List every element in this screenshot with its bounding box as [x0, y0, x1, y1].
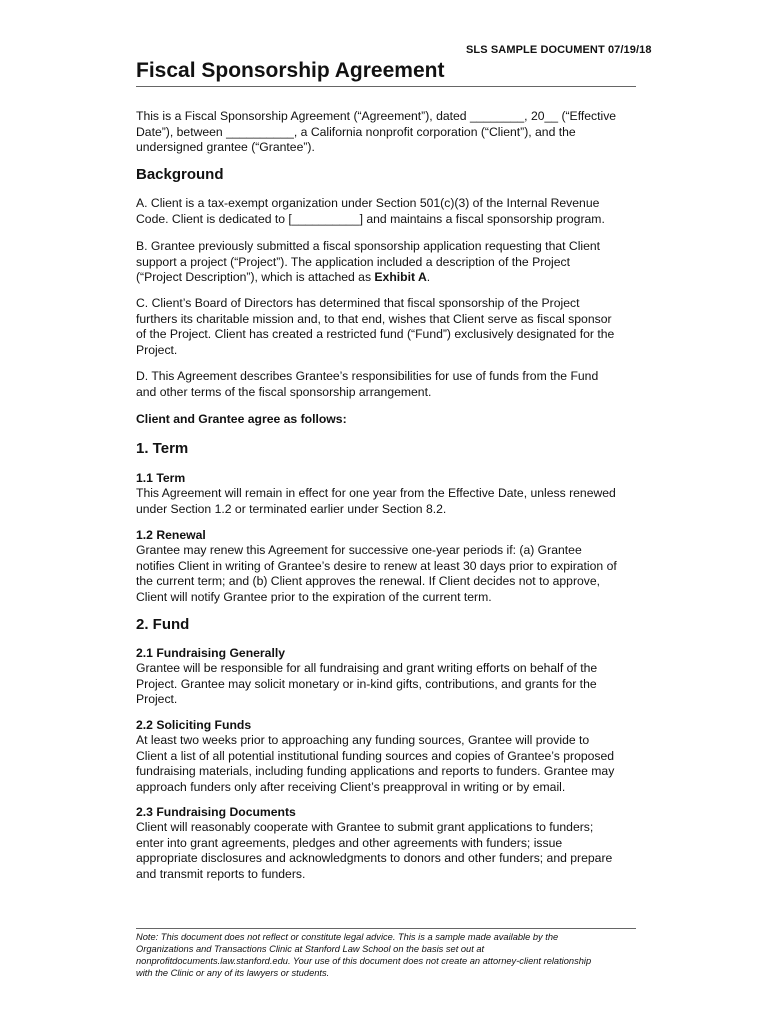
footer-divider [136, 928, 636, 929]
section-line: enter into grant agreements, pledges and other agreements with funders; issue [136, 835, 563, 850]
intro-line: Date”), between __________, a California nonprofit corporation (“Client”), and the [136, 124, 576, 139]
section-1-2-body [136, 543, 636, 605]
section-line: This Agreement will remain in effect for one year from the Effective Date, unless renewed [136, 486, 616, 500]
recital-line: B. Grantee previously submitted a fiscal sponsorship application requesting that Client [136, 239, 601, 253]
section-1-1-title: 1.1 Term [136, 471, 186, 485]
section-2-2-body [136, 733, 636, 795]
section-line: Project. Grantee may solicit monetary or in-kind gifts, contributions, and grants for the [136, 676, 597, 691]
agreement-statement: Client and Grantee agree as follows: [136, 412, 347, 426]
footer-line: Organizations and Transactions Clinic at Stanford Law School on the basis set out at [136, 944, 485, 954]
section-2-3-body [136, 820, 636, 882]
recital-d [136, 369, 636, 400]
section-2-2-title: 2.2 Soliciting Funds [136, 718, 252, 732]
recital-b [136, 239, 636, 286]
recital-line [136, 270, 636, 286]
intro-line: This is a Fiscal Sponsorship Agreement (“Agreement”), dated ________, 20__ (“Effective [136, 109, 617, 123]
footer-disclaimer [136, 931, 636, 979]
section-line: At least two weeks prior to approaching any funding sources, Grantee will provide to [136, 733, 590, 747]
section-line: Client will reasonably cooperate with Grantee to submit grant applications to funders; [136, 820, 594, 834]
section-line: appropriate disclosures and acknowledgments to donors and other funders; and prepare [136, 851, 613, 865]
section-line: Client a list of all potential institutional funding sources and copies of Grantee’s proposed [136, 748, 615, 763]
exhibit-reference: Exhibit A [374, 270, 427, 284]
footer-line: Note: This document does not reflect or constitute legal advice. This is a sample made available by the [136, 932, 559, 942]
recital-line: support a project (“Project”). The application included a description of the Project [136, 254, 571, 269]
recital-text: (“Project Description”), which is attached as [136, 270, 375, 284]
recital-line: C. Client’s Board of Directors has determined that fiscal sponsorship of the Project [136, 296, 580, 310]
section-term-heading: 1. Term [136, 440, 189, 457]
footer-line: with the Clinic or any of its lawyers or students. [136, 968, 330, 978]
section-line: notifies Client in writing of Grantee’s desire to renew at least 30 days prior to expiration of [136, 558, 617, 573]
section-2-1-title: 2.1 Fundraising Generally [136, 646, 286, 660]
section-line: under Section 1.2 or terminated earlier under Section 8.2. [136, 501, 447, 516]
section-fund-heading: 2. Fund [136, 616, 190, 633]
section-line: the current term; and (b) Client approves the renewal. If Client decides not to approve, [136, 574, 601, 588]
document-title: Fiscal Sponsorship Agreement [136, 58, 636, 87]
background-heading: Background [136, 166, 224, 183]
section-line: approach funders only after receiving Client’s preapproval in writing or by email. [136, 779, 566, 794]
section-line: fundraising materials, including funding applications and reports to funders. Grantee may [136, 764, 615, 778]
section-2-3-title: 2.3 Fundraising Documents [136, 805, 296, 819]
section-line: and transmit reports to funders. [136, 866, 306, 881]
section-line: Client will notify Grantee prior to the expiration of the current term. [136, 589, 492, 604]
recital-line: D. This Agreement describes Grantee’s responsibilities for use of funds from the Fund [136, 369, 599, 383]
recital-line: Project. [136, 342, 178, 357]
section-1-2-title: 1.2 Renewal [136, 528, 206, 542]
section-2-1-body [136, 661, 636, 708]
section-line: Grantee may renew this Agreement for successive one-year periods if: (a) Grantee [136, 543, 582, 557]
recital-a [136, 196, 636, 227]
intro-line: undersigned grantee (“Grantee”). [136, 140, 315, 154]
section-line: Grantee will be responsible for all fundraising and grant writing efforts on behalf of the [136, 661, 598, 675]
section-line: Project. [136, 692, 178, 706]
section-1-1-body [136, 486, 636, 517]
intro-paragraph [136, 109, 636, 156]
recital-line: A. Client is a tax-exempt organization under Section 501(c)(3) of the Internal Revenue [136, 196, 600, 210]
recital-line: and other terms of the fiscal sponsorship arrangement. [136, 384, 432, 399]
recital-line: Code. Client is dedicated to [__________] and maintains a fiscal sponsorship program. [136, 211, 605, 226]
document-header-tag: SLS SAMPLE DOCUMENT 07/19/18 [466, 44, 652, 56]
recital-line: furthers its charitable mission and, to that end, wishes that Client serve as fiscal sponsor [136, 311, 612, 326]
recital-c [136, 296, 636, 358]
recital-line: of the Project. Client has created a restricted fund (“Fund”) exclusively designated for the [136, 327, 615, 341]
recital-text: . [426, 270, 431, 284]
footer-line: nonprofitdocuments.law.stanford.edu. Your use of this document does not create an attorney-client relationship [136, 956, 592, 966]
